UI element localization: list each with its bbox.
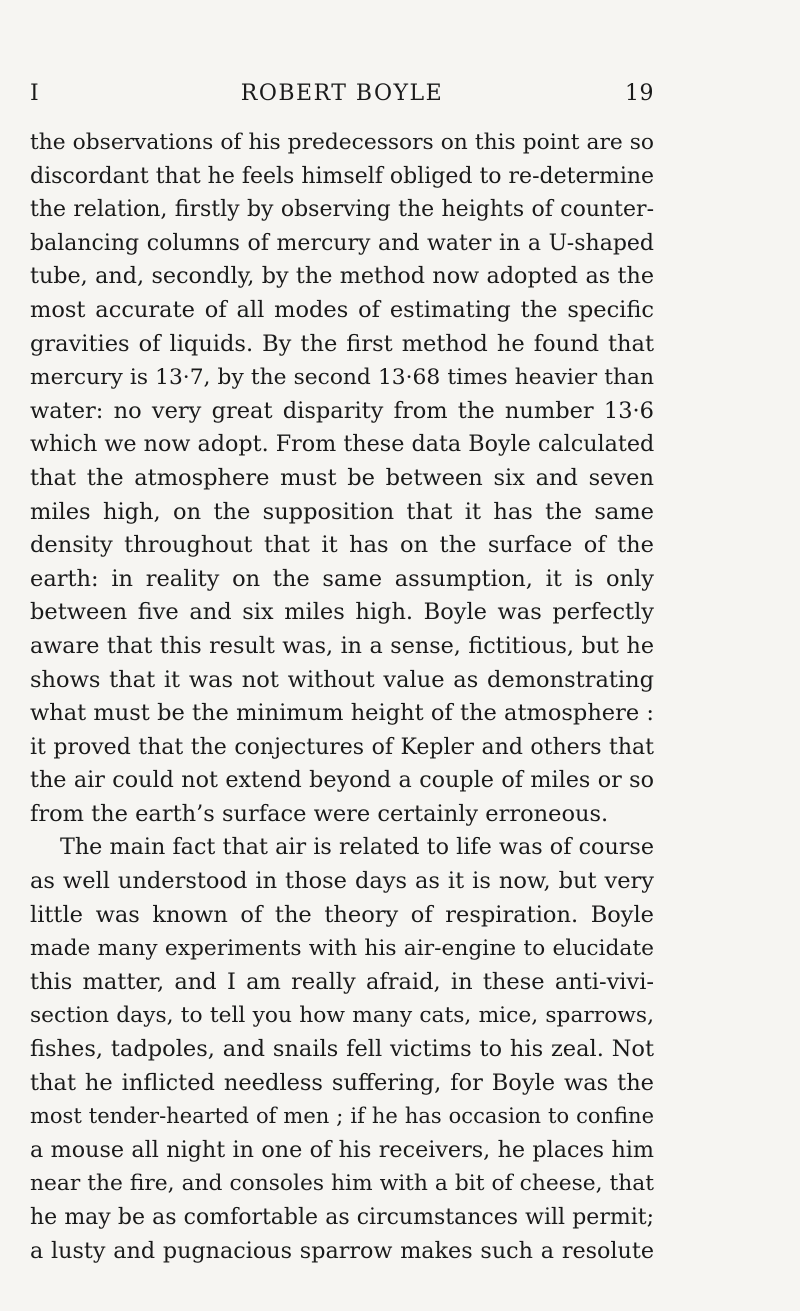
- text-line: fishes, tadpoles, and snails fell victims to his zeal. Not: [30, 1036, 654, 1063]
- text-line: as well understood in those days as it is now, but very: [30, 868, 654, 895]
- text-line: mercury is 13·7, by the second 13·68 times heavier than: [30, 365, 654, 391]
- text-line: that he inflicted needless suffering, for Boyle was the: [30, 1069, 654, 1096]
- text-line: tube, and, secondly, by the method now adopted as the: [30, 263, 654, 290]
- text-line: balancing columns of mercury and water in a U-shaped: [30, 230, 654, 256]
- paragraph-end-line: from the earth’s surface were certainly erroneous.: [30, 800, 609, 827]
- text-line: shows that it was not without value as demonstrating: [30, 666, 654, 693]
- text-line: near the fire, and consoles him with a bit of cheese, that: [30, 1171, 654, 1197]
- text-line: the relation, firstly by observing the heights of counter-: [30, 197, 654, 223]
- text-line: it proved that the conjectures of Kepler and others that: [30, 734, 654, 760]
- paragraph-start-line: The main fact that air is related to life was of course: [60, 834, 654, 861]
- text-line: made many experiments with his air-engine to elucidate: [30, 936, 654, 962]
- text-line: a lusty and pugnacious sparrow makes such a resolute: [30, 1237, 654, 1264]
- running-title: ROBERT BOYLE: [240, 81, 444, 106]
- text-line: gravities of liquids. By the first method he found that: [30, 330, 654, 357]
- text-line: most accurate of all modes of estimating the specific: [30, 296, 654, 323]
- text-line: density throughout that it has on the surface of the: [30, 532, 654, 559]
- text-line: this matter, and I am really afraid, in these anti-vivi-: [30, 968, 654, 995]
- text-line: discordant that he feels himself obliged to re-determine: [30, 163, 655, 189]
- text-line: earth: in reality on the same assumption, it is only: [30, 565, 654, 592]
- text-line: that the atmosphere must be between six and seven: [30, 464, 654, 491]
- running-head: [30, 81, 654, 111]
- text-line: most tender-hearted of men ; if he has occasion to confine: [30, 1104, 654, 1129]
- body-text: [30, 126, 654, 1268]
- text-line: water: no very great disparity from the number 13·6: [30, 397, 654, 424]
- chapter-numeral: I: [30, 81, 40, 106]
- text-line: what must be the minimum height of the atmosphere :: [30, 700, 654, 727]
- text-line: miles high, on the supposition that it has the same: [30, 498, 654, 525]
- text-line: between five and six miles high. Boyle was perfectly: [30, 599, 654, 626]
- text-line: the air could not extend beyond a couple of miles or so: [30, 767, 654, 794]
- text-line: which we now adopt. From these data Boyle calculated: [30, 431, 655, 458]
- text-line: the observations of his predecessors on this point are so: [30, 130, 654, 155]
- text-line: he may be as comfortable as circumstances will permit;: [30, 1205, 654, 1230]
- text-line: a mouse all night in one of his receivers, he places him: [30, 1136, 654, 1163]
- text-line: section days, to tell you how many cats, mice, sparrows,: [30, 1003, 654, 1029]
- page-number: 19: [625, 81, 654, 106]
- text-line: little was known of the theory of respiration. Boyle: [30, 901, 654, 928]
- text-line: aware that this result was, in a sense, fictitious, but he: [30, 632, 654, 659]
